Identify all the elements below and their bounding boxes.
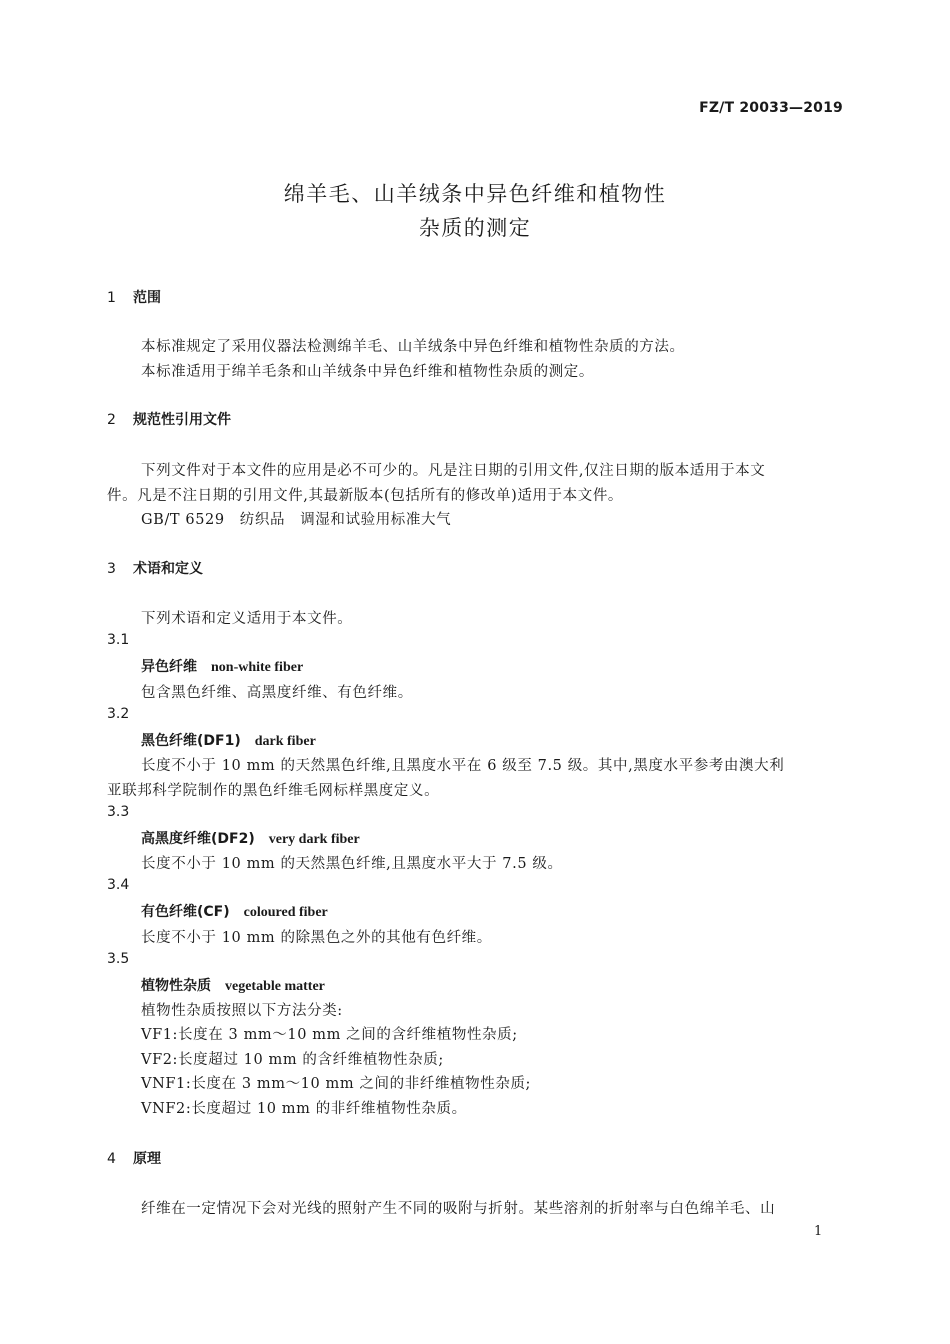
term-english: vegetable matter bbox=[225, 979, 325, 994]
term-chinese: 植物性杂质 bbox=[141, 978, 211, 994]
section-heading-normative-references bbox=[107, 409, 231, 429]
scope-paragraph-1: 本标准规定了采用仪器法检测绵羊毛、山羊绒条中异色纤维和植物性杂质的方法。 bbox=[141, 339, 685, 355]
section-number: 1 bbox=[107, 290, 116, 306]
term-chinese: 高黑度纤维(DF2) bbox=[141, 831, 255, 847]
section-heading-scope bbox=[107, 287, 161, 307]
normative-reference-item: GB/T 6529 纺织品 调湿和试验用标准大气 bbox=[141, 512, 452, 528]
term-number: 3.2 bbox=[107, 706, 130, 722]
vm-class-vf1: VF1:长度在 3 mm～10 mm 之间的含纤维植物性杂质; bbox=[141, 1027, 518, 1043]
term-heading bbox=[141, 975, 325, 995]
term-chinese: 异色纤维 bbox=[141, 659, 197, 675]
vm-class-vnf1: VNF1:长度在 3 mm～10 mm 之间的非纤维植物性杂质; bbox=[141, 1076, 532, 1092]
term-definition: 包含黑色纤维、高黑度纤维、有色纤维。 bbox=[141, 685, 413, 701]
term-english: dark fiber bbox=[254, 734, 316, 749]
term-english: very dark fiber bbox=[268, 832, 360, 847]
terms-intro: 下列术语和定义适用于本文件。 bbox=[141, 611, 353, 627]
section-title: 范围 bbox=[133, 290, 161, 306]
document-title-line-2: 杂质的测定 bbox=[418, 216, 532, 240]
term-chinese: 有色纤维(CF) bbox=[141, 904, 230, 920]
section-heading-terms bbox=[107, 558, 203, 578]
section-title: 规范性引用文件 bbox=[133, 412, 231, 428]
section-heading-principle bbox=[107, 1148, 161, 1168]
section-title: 术语和定义 bbox=[133, 561, 203, 577]
normative-intro-line-1: 下列文件对于本文件的应用是必不可少的。凡是注日期的引用文件,仅注日期的版本适用于本文 bbox=[141, 463, 766, 479]
term-number: 3.1 bbox=[107, 632, 130, 648]
term-definition: 长度不小于 10 mm 的天然黑色纤维,且黑度水平在 6 级至 7.5 级。其中,黑度水平参考由澳大利 bbox=[141, 758, 785, 774]
term-number: 3.5 bbox=[107, 951, 130, 967]
section-title: 原理 bbox=[133, 1151, 161, 1167]
principle-paragraph: 纤维在一定情况下会对光线的照射产生不同的吸附与折射。某些溶剂的折射率与白色绵羊毛、山 bbox=[141, 1201, 776, 1217]
term-heading bbox=[141, 656, 303, 676]
vm-class-vnf2: VNF2:长度超过 10 mm 的非纤维植物性杂质。 bbox=[141, 1101, 467, 1117]
term-number: 3.4 bbox=[107, 877, 130, 893]
term-heading bbox=[141, 901, 328, 921]
term-number: 3.3 bbox=[107, 804, 130, 820]
section-number: 2 bbox=[107, 412, 116, 428]
vm-class-vf2: VF2:长度超过 10 mm 的含纤维植物性杂质; bbox=[141, 1052, 444, 1068]
standard-code: FZ/T 20033—2019 bbox=[699, 100, 843, 116]
term-definition: 长度不小于 10 mm 的除黑色之外的其他有色纤维。 bbox=[141, 930, 492, 946]
scope-paragraph-2: 本标准适用于绵羊毛条和山羊绒条中异色纤维和植物性杂质的测定。 bbox=[141, 364, 594, 380]
term-definition-continued: 亚联邦科学院制作的黑色纤维毛网标样黑度定义。 bbox=[107, 783, 440, 799]
normative-intro-line-2: 件。凡是不注日期的引用文件,其最新版本(包括所有的修改单)适用于本文件。 bbox=[107, 488, 624, 504]
term-heading bbox=[141, 828, 360, 848]
term-definition: 长度不小于 10 mm 的天然黑色纤维,且黑度水平大于 7.5 级。 bbox=[141, 856, 563, 872]
page-number: 1 bbox=[814, 1224, 823, 1239]
section-number: 4 bbox=[107, 1151, 116, 1167]
section-number: 3 bbox=[107, 561, 116, 577]
term-heading bbox=[141, 730, 316, 750]
term-definition: 植物性杂质按照以下方法分类: bbox=[141, 1003, 343, 1019]
term-english: coloured fiber bbox=[243, 905, 328, 920]
term-chinese: 黑色纤维(DF1) bbox=[141, 733, 241, 749]
term-english: non-white fiber bbox=[211, 660, 304, 675]
document-title-line-1: 绵羊毛、山羊绒条中异色纤维和植物性 bbox=[283, 182, 667, 206]
